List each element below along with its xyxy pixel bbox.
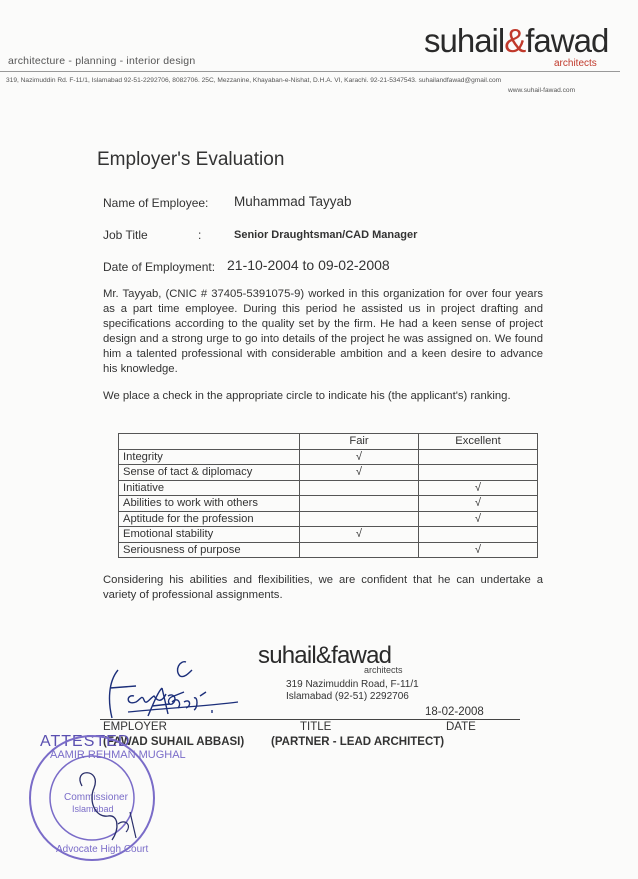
letterhead-rule [0,71,620,72]
excellent-check: √ [419,542,538,558]
row-label: Integrity [119,449,300,465]
brand-name-part2: fawad [525,22,609,59]
date-of-employment-label: Date of Employment: [103,260,216,274]
brand-name-part1: suhail [424,22,505,59]
svg-text:AAMIR REHMAN MUGHAL: AAMIR REHMAN MUGHAL [50,749,186,761]
name-value: Muhammad Tayyab [234,194,352,209]
stamp-brand: suhail&fawad [258,642,392,669]
excellent-check [419,449,538,465]
name-label: Name of Employee: [103,196,209,210]
evaluation-paragraph: Mr. Tayyab, (CNIC # 37405-5391075-9) worked in this organization for over four years as a part time employee. During this period he assisted us in project drafting and specifications according to the quality set by the firm. He had a keen sense of project design and a strong urge to go into details of the project he was assigned on. We found him a talented professional with considerable ambition and a keen desire to advance his knowledge. [103,288,543,375]
row-label: Emotional stability [119,527,300,543]
handwritten-signature [88,652,248,722]
title-value: (PARTNER - LEAD ARCHITECT) [271,736,445,748]
table-row [119,511,538,527]
row-label: Abilities to work with others [119,496,300,512]
fair-check: √ [300,465,419,481]
fair-check [300,542,419,558]
excellent-check: √ [419,480,538,496]
letterhead-brand-sub: architects [554,58,597,69]
letterhead-address: 319, Nazimuddin Rd. F-11/1, Islamabad 92-51-2292706, 8082706. 25C, Mezzanine, Khayaban-e-Nishat, D.H.A. VI, Karachi. 92-21-5347543. suhailandfawad@gmail.com [6,77,502,84]
employer-name: (FAWAD SUHAIL ABBASI) [103,736,245,748]
row-label: Sense of tact & diplomacy [119,465,300,481]
date-of-employment-value: 21-10-2004 to 09-02-2008 [227,257,390,273]
job-title-label: Job Title [103,228,148,242]
title-label: TITLE [300,721,332,733]
letterhead-website: www.suhail-fawad.com [508,87,576,94]
employer-label: EMPLOYER [103,721,167,733]
ranking-instruction: We place a check in the appropriate circle to indicate his (the applicant's) ranking. [103,390,511,402]
letterhead-tagline: architecture - planning - interior design [8,55,196,67]
table-row [119,480,538,496]
row-label: Seriousness of purpose [119,542,300,558]
excellent-check [419,465,538,481]
date-label: DATE [446,721,476,733]
fair-check: √ [300,527,419,543]
svg-text:Commissioner: Commissioner [64,792,128,803]
header-excellent: Excellent [419,434,538,450]
stamp-address-line2: Islamabad (92-51) 2292706 [286,691,409,702]
brand-ampersand: & [504,22,526,59]
header-blank [119,434,300,450]
stamp-brand-sub: architects [364,665,403,675]
excellent-check: √ [419,496,538,512]
signature-line [100,719,520,720]
row-label: Initiative [119,480,300,496]
letterhead-brand [424,22,608,60]
stamp-address-line1: 319 Nazimuddin Road, F-11/1 [286,679,419,690]
table-header-row [119,434,538,450]
excellent-check: √ [419,511,538,527]
fair-check [300,496,419,512]
excellent-check [419,527,538,543]
table-row [119,465,538,481]
job-title-value: Senior Draughtsman/CAD Manager [234,229,418,241]
closing-paragraph: Considering his abilities and flexibilities, we are confident that he can undertake a variety of professional assignments. [103,574,543,601]
table-row [119,449,538,465]
document-title: Employer's Evaluation [97,149,285,170]
job-title-colon: : [198,228,202,242]
table-row [119,542,538,558]
table-row [119,496,538,512]
header-fair: Fair [300,434,419,450]
signature-date-value: 18-02-2008 [425,706,484,718]
svg-text:Advocate High Court: Advocate High Court [56,844,149,855]
fair-check [300,480,419,496]
table-row [119,527,538,543]
svg-text:Islamabad: Islamabad [72,804,114,814]
attested-text: ATTESTED [40,733,131,750]
row-label: Aptitude for the profession [119,511,300,527]
stamp-address [286,679,419,703]
ranking-table [118,433,538,558]
fair-check [300,511,419,527]
fair-check: √ [300,449,419,465]
